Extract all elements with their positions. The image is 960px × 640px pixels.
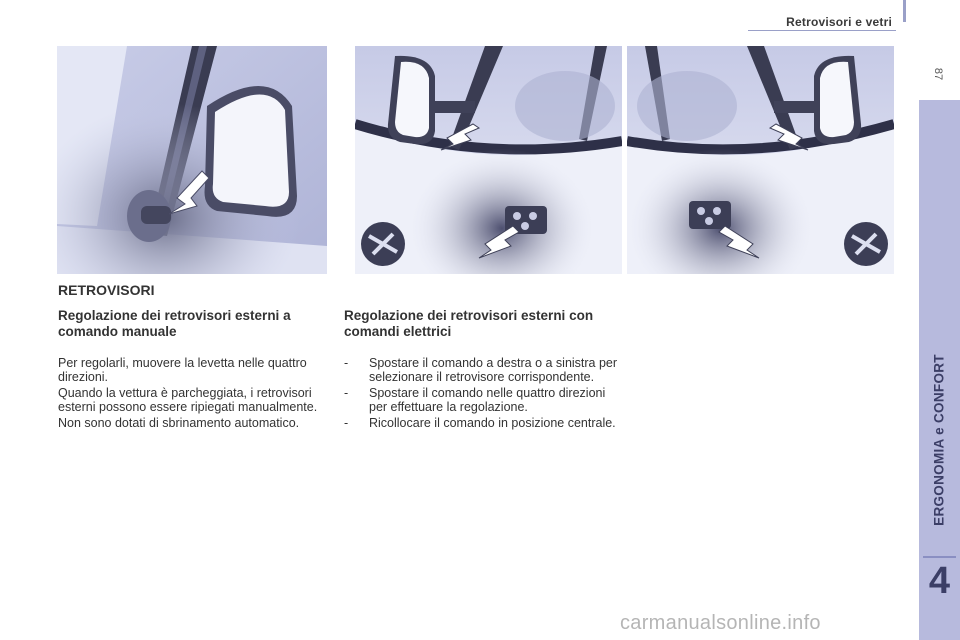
electric-adjustment-subtitle: Regolazione dei retrovisori esterni con comandi elettrici — [344, 308, 594, 339]
page-number: 87 — [932, 67, 944, 81]
list-item — [344, 387, 624, 414]
section-title: RETROVISORI — [58, 282, 155, 298]
electric-mirror-left-illustration — [355, 46, 622, 274]
header-divider-vertical — [903, 0, 906, 22]
header-rule — [748, 30, 896, 31]
page-header-title: Retrovisori e vetri — [786, 15, 892, 29]
manual-adjustment-text — [58, 357, 328, 434]
watermark: carmanualsonline.info — [620, 612, 821, 634]
list-dash: - — [344, 356, 349, 370]
paragraph: Non sono dotati di sbrinamento automatico. — [58, 416, 300, 430]
electric-mirror-right-illustration — [627, 46, 894, 274]
manual-adjustment-subtitle: Regolazione dei retrovisori esterni a comando manuale — [58, 308, 291, 339]
chapter-label: ERGONOMIA e CONFORT — [931, 354, 947, 526]
paragraph: Per regolarli, muovere la levetta nelle quattro direzioni. — [58, 356, 307, 384]
list-dash: - — [344, 416, 349, 430]
chapter-rule — [923, 556, 956, 558]
list-dash: - — [344, 386, 349, 400]
list-item-text: Spostare il comando a destra o a sinistra per selezionare il retrovisore corrispondente. — [369, 356, 618, 384]
electric-adjustment-list — [344, 357, 624, 434]
chapter-number: 4 — [928, 560, 951, 602]
list-item — [344, 357, 624, 384]
manual-mirror-illustration — [57, 46, 327, 274]
paragraph: Quando la vettura è parcheggiata, i retrovisori esterni possono essere ripiegati manualmente. — [58, 386, 318, 414]
list-item — [344, 417, 624, 431]
list-item-text: Spostare il comando nelle quattro direzioni per effettuare la regolazione. — [369, 386, 606, 414]
list-item-text: Ricollocare il comando in posizione centrale. — [369, 416, 616, 430]
